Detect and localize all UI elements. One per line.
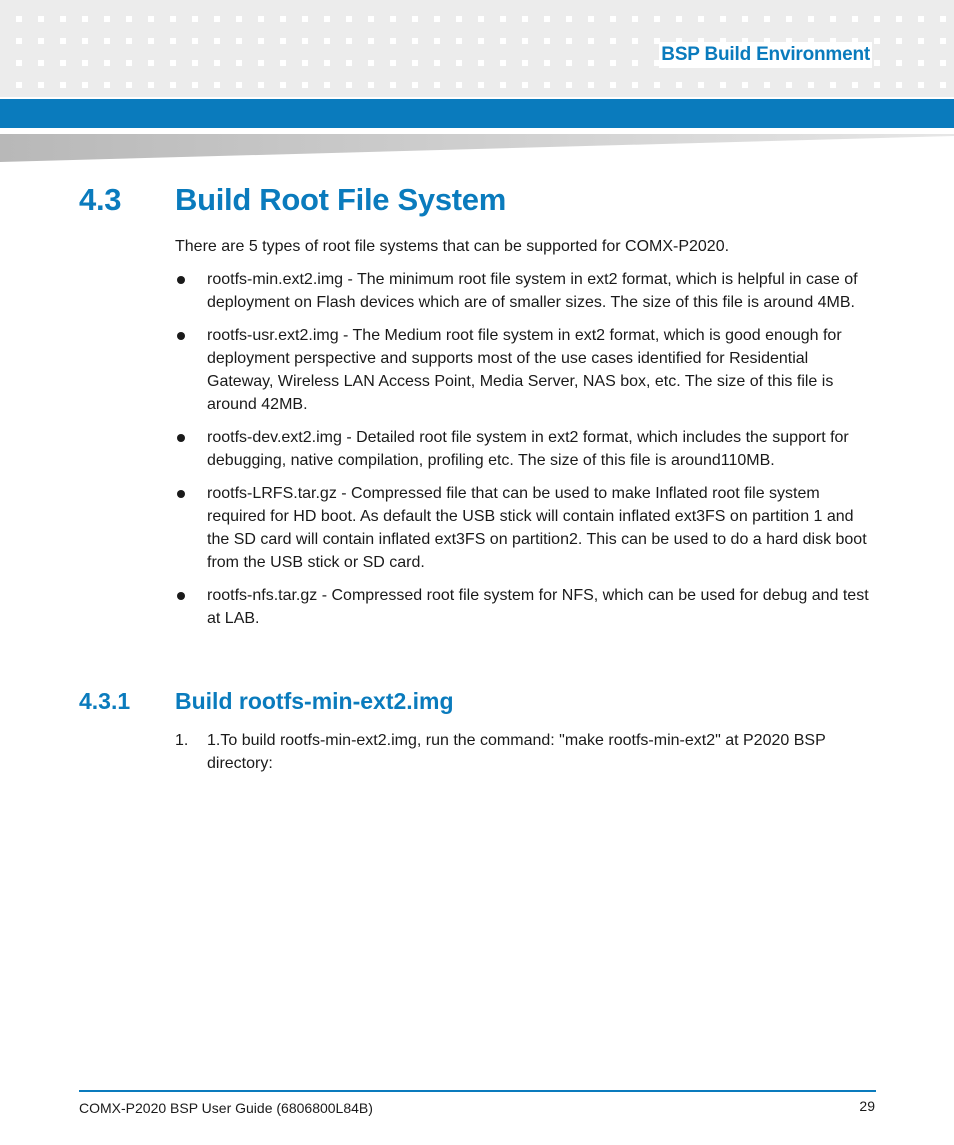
section-heading — [79, 182, 506, 218]
list-item — [175, 268, 875, 314]
header-grey-wedge — [0, 128, 954, 164]
intro-paragraph: There are 5 types of root file systems that can be supported for COMX-P2020. — [175, 238, 730, 255]
list-item — [175, 426, 875, 472]
step-item — [175, 729, 875, 775]
step-number: 1. — [175, 732, 189, 749]
footer-document-title: COMX-P2020 BSP User Guide (6806800L84B) — [79, 1100, 373, 1116]
list-item-text: rootfs-nfs.tar.gz - Compressed root file system for NFS, which can be used for debug and test at LAB. — [207, 587, 869, 627]
list-item — [175, 324, 875, 416]
subsection-number: 4.3.1 — [79, 688, 131, 714]
section-number: 4.3 — [79, 182, 122, 217]
list-item-text: rootfs-dev.ext2.img - Detailed root file system in ext2 format, which includes the support for debugging, native compilation, profiling etc. The size of this file is around110MB. — [207, 429, 849, 469]
rootfs-type-list — [175, 268, 875, 640]
footer-rule — [79, 1090, 876, 1092]
list-item-text: rootfs-LRFS.tar.gz - Compressed file that can be used to make Inflated root file system required for HD boot. As default the USB stick will contain inflated ext3FS on partition 1 and the SD card will contain inflated ext3FS on partition2. This can be used to do a hard disk boot from the USB stick or SD card. — [207, 485, 867, 571]
bullet-icon — [177, 332, 185, 340]
list-item — [175, 482, 875, 574]
bullet-icon — [177, 434, 185, 442]
build-steps-list — [175, 729, 875, 775]
section-title-text: Build Root File System — [175, 182, 506, 217]
list-item — [175, 584, 875, 630]
step-text: 1.To build rootfs-min-ext2.img, run the command: "make rootfs-min-ext2" at P2020 BSP directory: — [207, 732, 826, 772]
bullet-icon — [177, 276, 185, 284]
footer-page-number: 29 — [859, 1098, 875, 1114]
header-blue-bar — [0, 99, 954, 128]
bullet-icon — [177, 592, 185, 600]
subsection-title-text: Build rootfs-min-ext2.img — [175, 688, 454, 714]
bullet-icon — [177, 490, 185, 498]
running-header-title: BSP Build Environment — [659, 42, 872, 68]
list-item-text: rootfs-min.ext2.img - The minimum root file system in ext2 format, which is helpful in case of deployment on Flash devices which are of smaller sizes. The size of this file is around 4MB. — [207, 271, 858, 311]
subsection-heading — [79, 688, 454, 715]
list-item-text: rootfs-usr.ext2.img - The Medium root file system in ext2 format, which is good enough for deployment perspective and supports most of the use cases identified for Residential Gateway, Wireless LAN Access Point, Media Server, NAS box, etc. The size of this file is around 42MB. — [207, 327, 842, 413]
